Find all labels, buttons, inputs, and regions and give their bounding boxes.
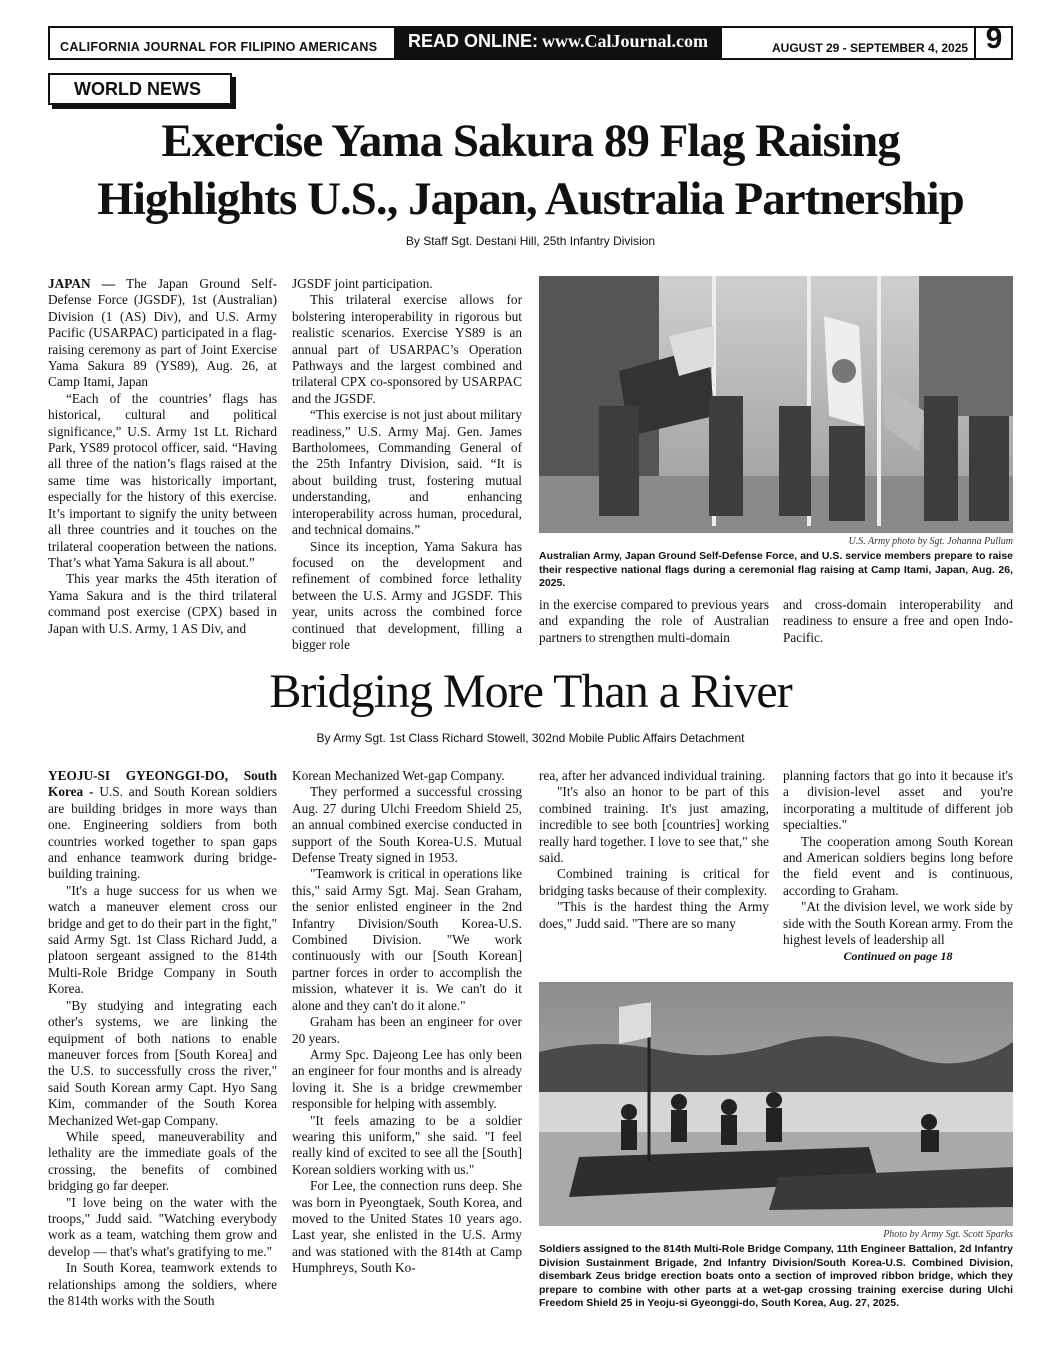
read-online-label: READ ONLINE: [408, 31, 538, 51]
article1-paragraph: and cross-domain interoperability and readiness to ensure a free and open Indo-Pacific. [783, 597, 1013, 645]
article1-paragraph: Since its inception, Yama Sakura has focused on the development and refinement of combined force lethality between the U.S. Army and JGSDF. This year, units across the combined force continued that development, filling a bigger role [292, 538, 522, 652]
article2-paragraph: For Lee, the connection runs deep. She was born in Pyeongtaek, South Korea, and moved to the United States 10 years ago. Last year, she enlisted in the U.S. Army and was stationed with the 814th at Camp Humphreys, South Ko- [292, 1178, 522, 1276]
article1-paragraph: “This exercise is not just about military readiness,” U.S. Army Maj. Gen. James Bartholomees, Commanding General of the 25th Infantry Division, said. “It is about building trust, fostering mutual understanding, and enhancing interoperability across human, procedural, and technical domains.” [292, 407, 522, 538]
article2-column-2 [292, 768, 522, 1277]
article1-headline-line2: Highlights U.S., Japan, Australia Partnership [97, 173, 964, 225]
article2-paragraph: While speed, maneuverability and lethality are the immediate goals of the crossing, the benefits of combined bridging go far deeper. [48, 1128, 277, 1194]
article2-paragraph: The cooperation among South Korean and American soldiers begins long before the field event and is continuous, according to Graham. [783, 833, 1013, 898]
article2-paragraph: "By studying and integrating each other's systems, we are linking the equipment of both nations to enable maneuver forces from [South Korea] and the U.S. to successfully cross the river," said South Korean army Capt. Hyo Sang Kim, commander of the South Korea Mechanized Wet-gap Company. [48, 997, 277, 1128]
article2-paragraph: In South Korea, teamwork extends to relationships among the soldiers, where the 814th works with the South [48, 1260, 277, 1308]
article2-paragraph: "It's a huge success for us when we watch a maneuver element cross our bridge and get to do their part in the fight," said Army Sgt. 1st Class Richard Judd, a platoon sergeant assigned to the 814th Multi-Role Bridge Company in South Korea. [48, 882, 277, 997]
bridge-crossing-photo [539, 982, 1013, 1226]
flag-raising-illustration [539, 276, 1013, 533]
article1-paragraph: “Each of the countries’ flags has historical, cultural and political significance,” U.S. Army 1st Lt. Richard Park, YS89 protocol officer, said. “Having all three of the nation’s flags raised at the same time was historically important, especially for the history of this exercise. It’s important to signify the unity between all three countries and it touches on the trilateral cooperation between the nations. That’s what Yama Sakura is all about.” [48, 390, 277, 570]
article1-paragraph: This trilateral exercise allows for bolstering interoperability in rigorous but realistic scenarios. Exercise YS89 is an annual part of USARPAC’s Operation Pathways and the largest combined and trilateral CPX co-sponsored by USARPAC and the JGSDF. [292, 292, 522, 406]
article1-column-1 [48, 276, 277, 637]
article2-paragraph: Korean Mechanized Wet-gap Company. [292, 768, 505, 783]
article2-dateline: YEOJU-SI GYEONGGI-DO, South Korea - [48, 768, 277, 800]
article2-paragraph: YEOJU-SI GYEONGGI-DO, South Korea - U.S. and South Korean soldiers are building bridges in more ways than one. Engineering soldiers from both countries worked together to span gaps and enhance teamwork during bridge-building training. [48, 768, 278, 882]
section-label: WORLD NEWS [48, 73, 232, 105]
article2-paragraph: "I love being on the water with the troops," Judd said. "Watching everybody work as a team, watching them grow and develop — that's what's gratifying to me." [48, 1194, 277, 1259]
continued-link[interactable]: Continued on page 18 [843, 949, 953, 964]
flag-raising-photo [539, 276, 1013, 533]
article2-paragraph: Graham has been an engineer for over 20 years. [292, 1014, 522, 1046]
article1-paragraph: in the exercise compared to previous years and expanding the role of Australian partners to strengthen multi-domain [539, 597, 769, 645]
article2-paragraph: planning factors that go into it because it's a division-level asset and you're incorporating a multitude of different job specialties." [783, 768, 1013, 833]
bridge-crossing-illustration [539, 982, 1013, 1226]
article2-paragraph: They performed a successful crossing Aug. 27 during Ulchi Freedom Shield 25, an annual combined exercise conducted in support of the South Korea-U.S. Mutual Defense Treaty signed in 1953. [292, 784, 522, 866]
article2-paragraph: "This is the hardest thing the Army does," Judd said. "There are so many [539, 899, 769, 931]
article1-dateline: JAPAN — [48, 276, 116, 291]
article2-paragraph: "Teamwork is critical in operations like this," said Army Sgt. Maj. Sean Graham, the senior enlisted engineer in the 2nd Infantry Division/South Korea-U.S. Combined Division. "We work continuously with our [South Korean] partner forces in order to accomplish the mission, whatever it is. We can't do it alone and they can't do it alone." [292, 866, 522, 1013]
article1-headline [30, 112, 1031, 228]
article2-column-3 [539, 768, 769, 932]
read-online-banner[interactable] [394, 26, 722, 60]
article2-paragraph: "It feels amazing to be a soldier wearing this uniform," she said. "I feel really kind of excited to see all the [South] Korean soldiers working with us." [292, 1112, 522, 1177]
article1-headline-line1: Exercise Yama Sakura 89 Flag Raising [161, 115, 900, 167]
article2-photo-caption: Soldiers assigned to the 814th Multi-Role Bridge Company, 11th Engineer Battalion, 2d Infantry Division Sustainment Brigade, 2nd Infantry Division/South Korea-U.S. Combined Division, disembark Zeus bridge erection boats onto a section of improved ribbon bridge, which they prepare to combine with other parts at a wet-gap crossing training exercise during Ulchi Freedom Shield 25 in Yeoju-si Gyeonggi-do, South Korea, Aug. 27, 2025. [539, 1243, 1013, 1309]
page-number: 9 [985, 22, 1003, 55]
article1-photo-caption: Australian Army, Japan Ground Self-Defense Force, and U.S. service members prepare to raise their respective national flags during a ceremonial flag raising at Camp Itami, Japan, Aug. 26, 2025. [539, 550, 1013, 589]
website-link[interactable]: www.CalJournal.com [542, 31, 708, 51]
article2-photo-credit: Photo by Army Sgt. Scott Sparks [883, 1229, 1013, 1240]
article1-byline: By Staff Sgt. Destani Hill, 25th Infantry Division [405, 234, 656, 248]
article2-paragraph: "At the division level, we work side by side with the South Korean army. From the highest levels of leadership all [783, 899, 1013, 948]
article2-paragraph: rea, after her advanced individual training. [539, 768, 766, 783]
article2-column-4 [783, 768, 1013, 965]
article1-paragraph: JAPAN — The Japan Ground Self-Defense Force (JGSDF), 1st (Australian) Division (1 (AS) Div), and U.S. Army Pacific (USARPAC) participated in a flag-raising ceremony as part of Joint Exercise Yama Sakura 89 (YS89), Aug. 26, at Camp Itami, Japan [48, 276, 277, 390]
article1-column-3 [539, 597, 769, 646]
article2-paragraph: Combined training is critical for bridging tasks because of their complexity. [539, 866, 769, 898]
publication-name: CALIFORNIA JOURNAL FOR FILIPINO AMERICANS [60, 40, 378, 54]
article1-column-4 [783, 597, 1013, 646]
article2-paragraph: "It's also an honor to be part of this combined training. It's just amazing, incredible to see both [countries] working really hard together. I love to see that," she said. [539, 784, 769, 866]
article2-byline: By Army Sgt. 1st Class Richard Stowell, 302nd Mobile Public Affairs Detachment [316, 731, 745, 745]
article1-photo-credit: U.S. Army photo by Sgt. Johanna Pullum [848, 536, 1013, 547]
article1-paragraph: This year marks the 45th iteration of Yama Sakura and is the third trilateral command post exercise (CPX) based in Japan with U.S. Army, 1 AS Div, and [48, 571, 277, 636]
issue-date: AUGUST 29 - SEPTEMBER 4, 2025 [772, 41, 969, 55]
article2-column-1 [48, 768, 277, 1309]
article2-headline: Bridging More Than a River [269, 665, 792, 718]
page-number-divider [974, 26, 976, 60]
article1-column-2 [292, 276, 522, 653]
article1-paragraph: JGSDF joint participation. [292, 276, 433, 291]
article2-paragraph: Army Spc. Dajeong Lee has only been an engineer for four months and is already loving it. She is a bridge crewmember responsible for helping with assembly. [292, 1046, 522, 1112]
